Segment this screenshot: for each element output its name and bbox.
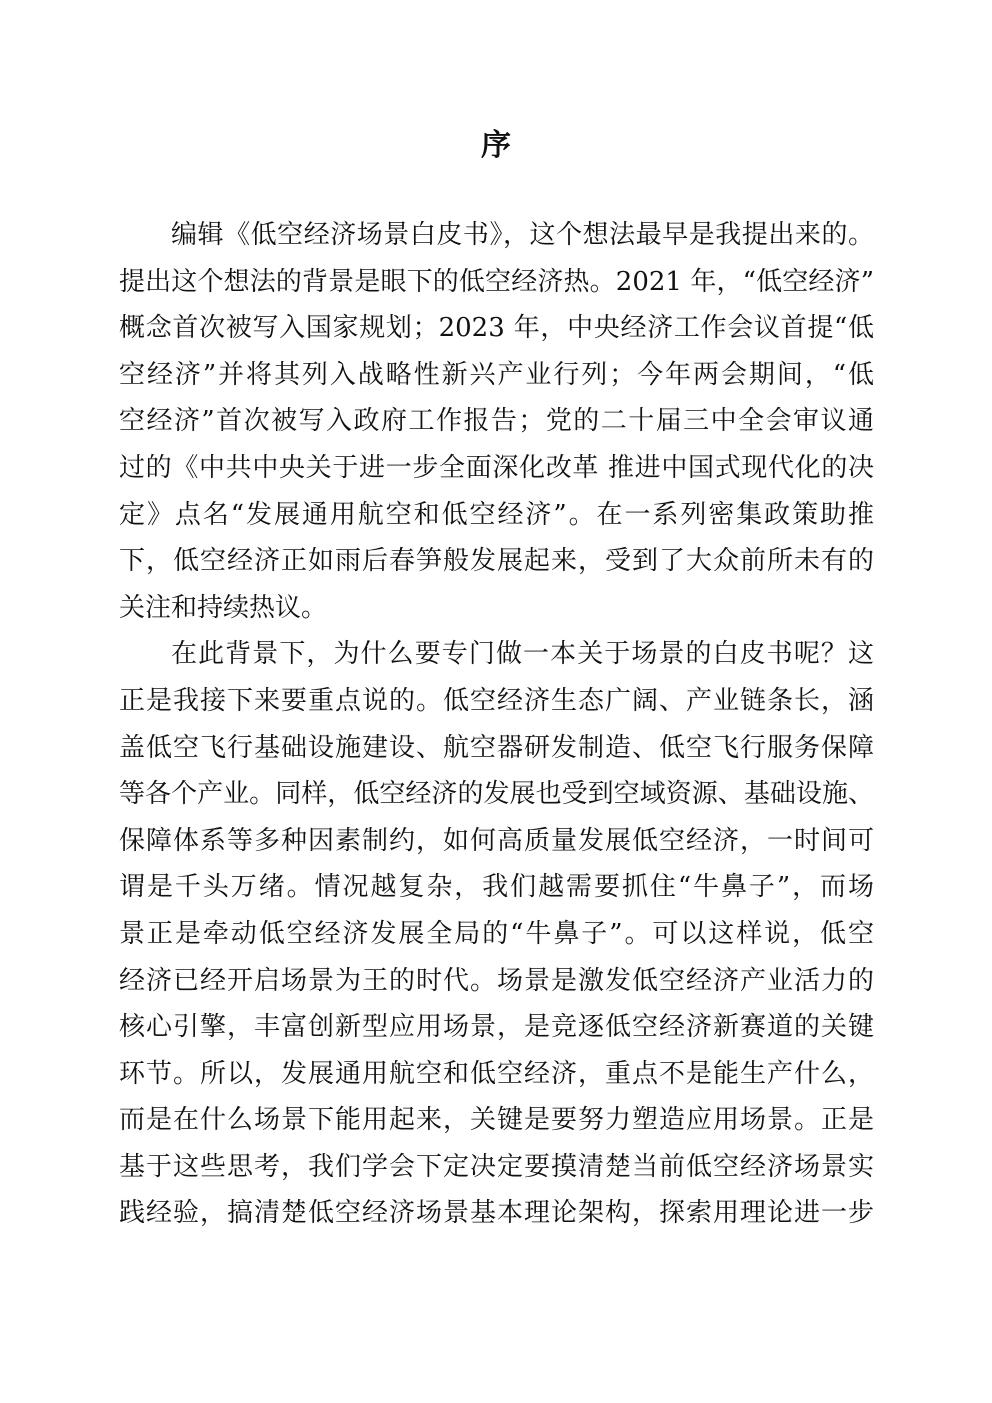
paragraph-2-line-3: 盖低空飞行基础设施建设、航空器研发制造、低空飞行服务保障 [119,732,874,763]
paragraph-2-line-8: 经济已经开启场景为王的时代。场景是激发低空经济产业活力的 [119,965,874,996]
paragraph-1-line-9: 关注和持续热议。 [119,592,328,623]
paragraph-2-line-6: 谓是千头万绪。情况越复杂，我们越需要抓住“牛鼻子”，而场 [119,872,874,903]
paragraph-2-line-11: 而是在什么场景下能用起来，关键是要努力塑造应用场景。正是 [119,1105,874,1136]
paragraph-1-line-2: 提出这个想法的背景是眼下的低空经济热。2021 年，“低空经济” [119,266,874,297]
paragraph-2-line-2: 正是我接下来要重点说的。低空经济生态广阔、产业链条长，涵 [119,685,874,716]
paragraph-2-line-12: 基于这些思考，我们学会下定决定要摸清楚当前低空经济场景实 [119,1151,874,1182]
paragraph-1-line-8: 下，低空经济正如雨后春笋般发展起来，受到了大众前所未有的 [119,546,874,577]
page-title: 序 [481,128,511,163]
paragraph-2-line-7: 景正是牵动低空经济发展全局的“牛鼻子”。可以这样说，低空 [119,918,874,949]
paragraph-1-line-7: 定》点名“发展通用航空和低空经济”。在一系列密集政策助推 [119,499,874,530]
paragraph-2-line-5: 保障体系等多种因素制约，如何高质量发展低空经济，一时间可 [119,825,874,856]
paragraph-2-line-13: 践经验，搞清楚低空经济场景基本理论架构，探索用理论进一步 [119,1198,874,1229]
paragraph-1-line-6: 过的《中共中央关于进一步全面深化改革 推进中国式现代化的决 [119,452,874,483]
paragraph-2-line-9: 核心引擎，丰富创新型应用场景，是竞逐低空经济新赛道的关键 [119,1012,874,1043]
paragraph-1-line-3: 概念首次被写入国家规划；2023 年，中央经济工作会议首提“低 [119,313,874,344]
paragraph-2-line-4: 等各个产业。同样，低空经济的发展也受到空域资源、基础设施、 [119,779,874,810]
paragraph-2-line-1: 在此背景下，为什么要专门做一本关于场景的白皮书呢？这 [171,639,874,670]
paragraph-1-line-4: 空经济”并将其列入战略性新兴产业行列；今年两会期间，“低 [119,359,874,390]
paragraph-2-line-10: 环节。所以，发展通用航空和低空经济，重点不是能生产什么， [119,1058,874,1089]
paragraph-1-line-1: 编辑《低空经济场景白皮书》，这个想法最早是我提出来的。 [171,220,874,250]
paragraph-1-line-5: 空经济”首次被写入政府工作报告；党的二十届三中全会审议通 [119,406,874,437]
body-text [119,212,874,1237]
